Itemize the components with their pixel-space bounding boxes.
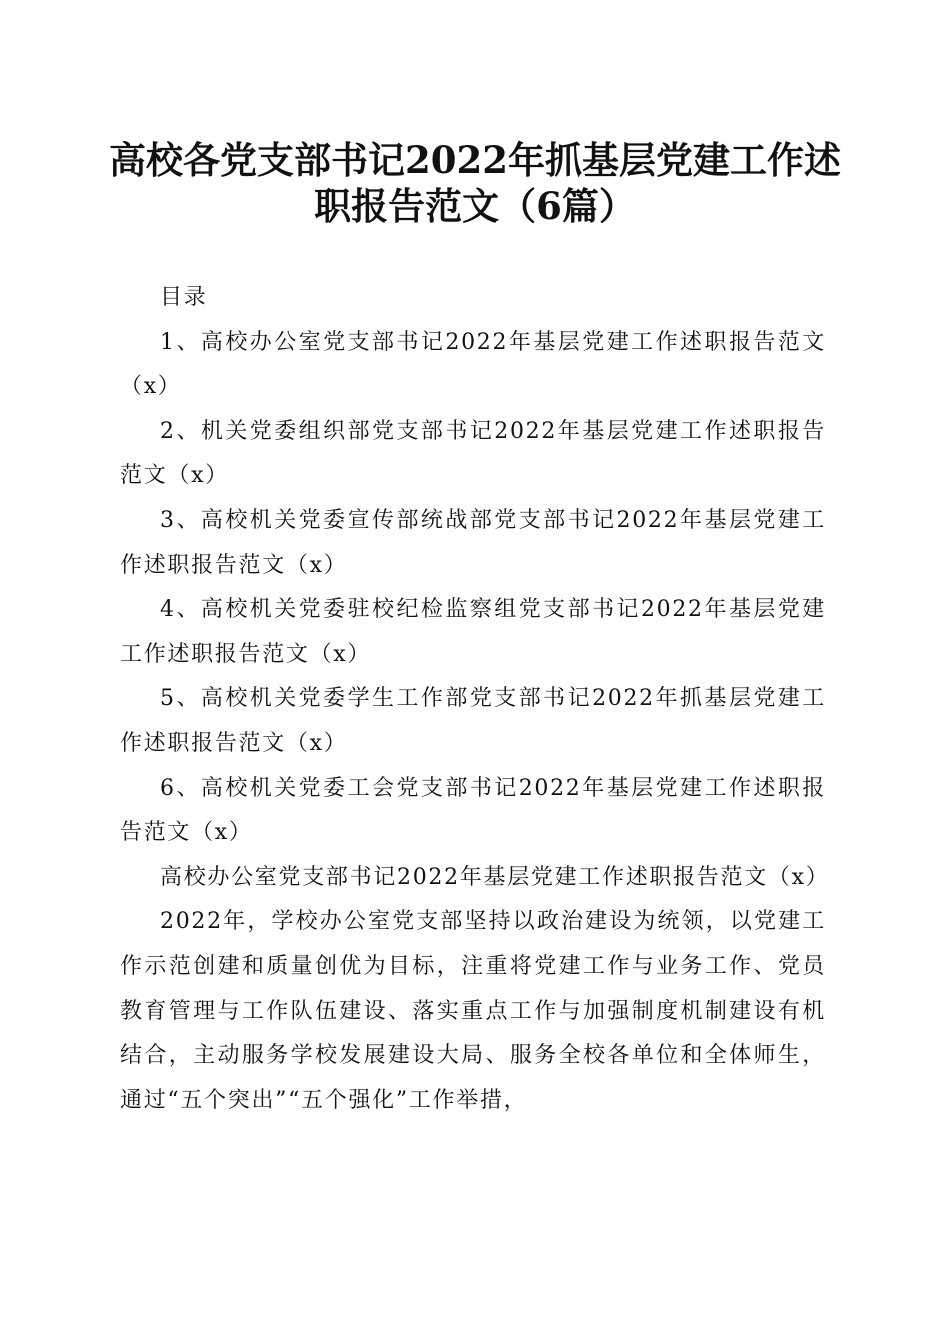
document-title-line-2: 职报告范文（6篇） (314, 184, 636, 228)
toc-item-3: 3、高校机关党委宣传部统战部党支部书记2022年基层党建工作述职报告范文（x） (120, 507, 826, 578)
toc-item-5: 5、高校机关党委学生工作部党支部书记2022年抓基层党建工作述职报告范文（x） (120, 686, 826, 756)
document-body (120, 276, 830, 1123)
body-paragraph: 2022年，学校办公室党支部坚持以政治建设为统领，以党建工作示范创建和质量创优为目标，注重将党建工作与业务工作、党员教育管理与工作队伍建设、落实重点工作与加强制度机制建设有机结合，主动服务学校发展建设大局、服务全校各单位和全体师生，通过“五个突出”“五个强化”工作举措， (120, 909, 826, 1113)
toc-item-6: 6、高校机关党委工会党支部书记2022年基层党建工作述职报告范文（x） (120, 775, 826, 846)
toc-item-2: 2、机关党委组织部党支部书记2022年基层党建工作述职报告范文（x） (120, 418, 826, 489)
section-heading: 高校办公室党支部书记2022年基层党建工作述职报告范文（x） (160, 864, 830, 890)
toc-heading: 目录 (160, 285, 208, 310)
document-title-line-1: 高校各党支部书记2022年抓基层党建工作述 (109, 138, 841, 182)
toc-item-4: 4、高校机关党委驻校纪检监察组党支部书记2022年基层党建工作述职报告范文（x） (120, 597, 826, 667)
toc-item-1: 1、高校办公室党支部书记2022年基层党建工作述职报告范文（x） (120, 329, 826, 400)
